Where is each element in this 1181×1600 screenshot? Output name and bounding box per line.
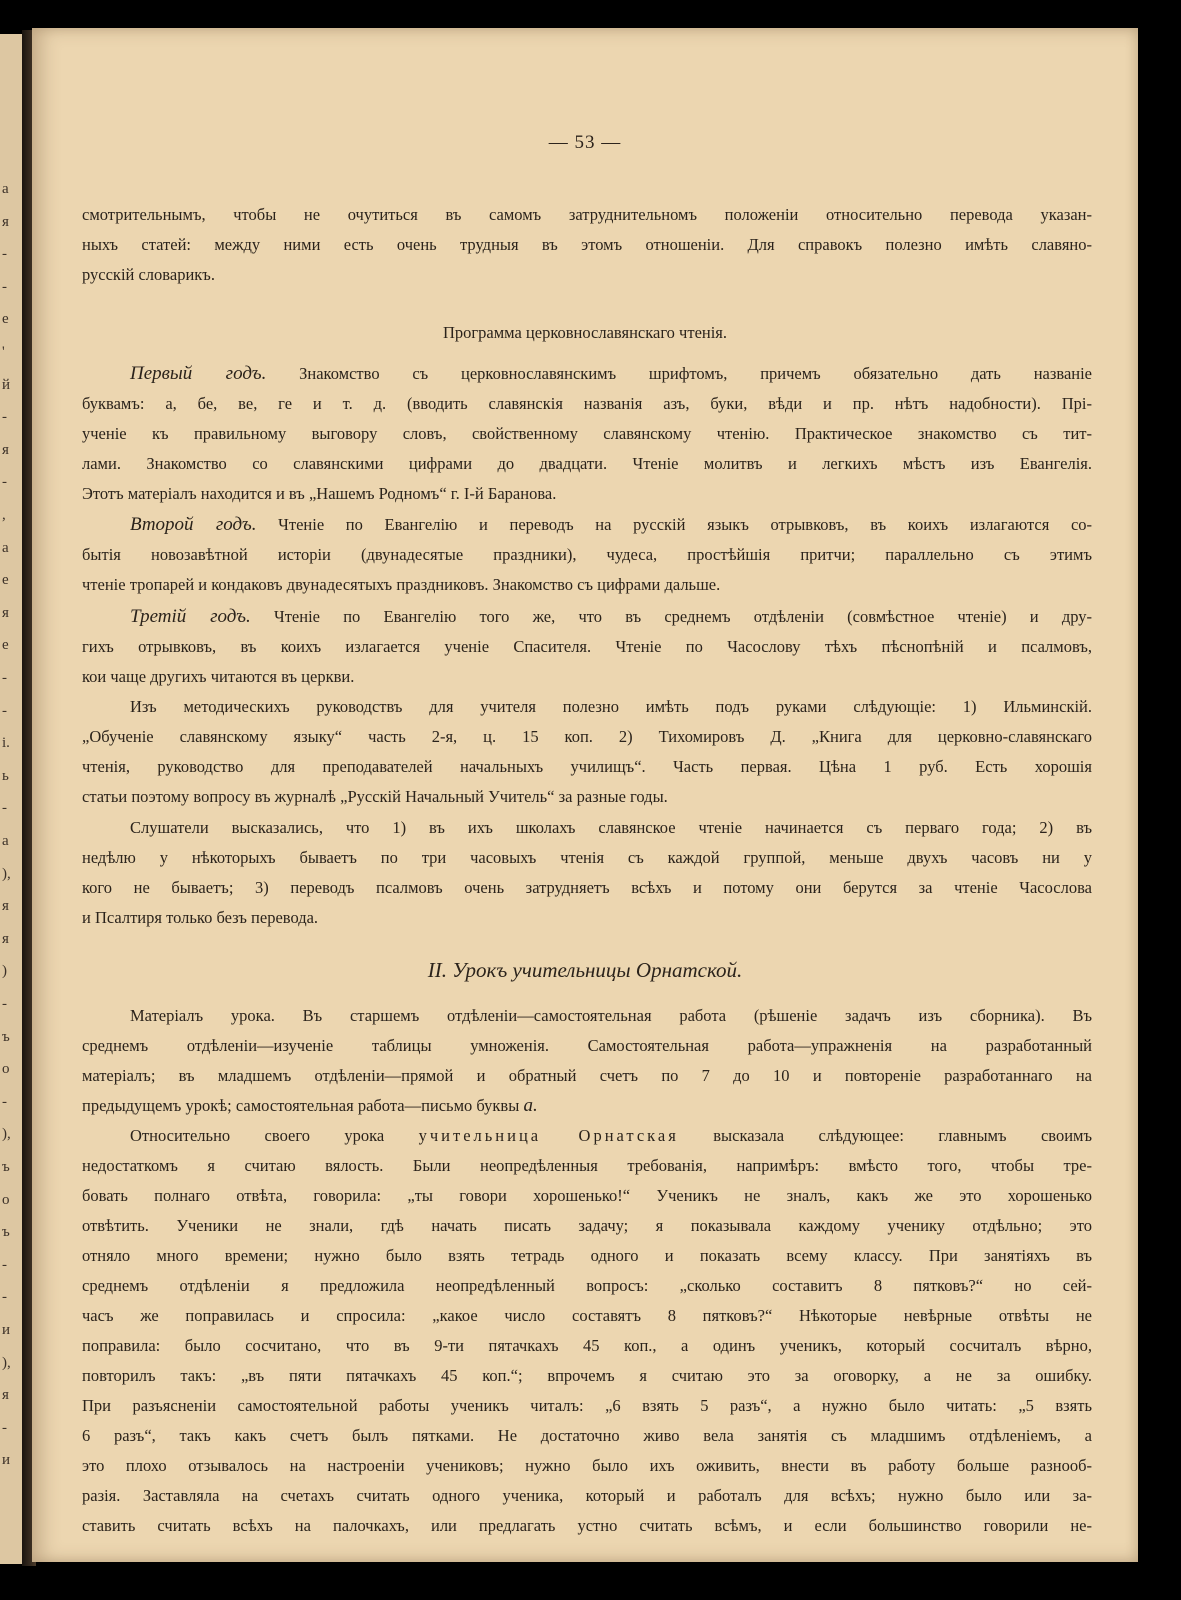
left-page-fragment: - <box>2 1256 7 1273</box>
left-page-fragment: - <box>2 474 7 491</box>
left-page-fragment: - <box>2 1289 7 1306</box>
year3-label: Третій годъ. <box>130 606 251 627</box>
text-line: часъ же поправилась и спросила: „какое число составятъ 8 пятковъ?“ Нѣкоторые невѣрные отвѣты не <box>82 1306 1092 1325</box>
text-line: разія. Заставляла на счетахъ считать одного ученика, который и работалъ для всѣхъ; нужно было или за- <box>82 1486 1092 1505</box>
left-page-fragment: - <box>2 670 7 686</box>
material-last-line <box>82 1091 1092 1120</box>
left-page-fragment: я <box>2 898 9 915</box>
left-page-fragment: и <box>2 1322 11 1338</box>
text-line: Матеріалъ урока. Въ старшемъ отдѣленіи—самостоятельная работа (рѣшеніе задачъ изъ сборника). Въ <box>130 1006 1092 1025</box>
left-page-fragment: - <box>2 246 7 263</box>
text-line: чтенія, руководство для преподавателей начальныхъ училищъ“. Часть первая. Цѣна 1 руб. Есть хорошія <box>82 757 1092 776</box>
year2-label: Второй годъ. <box>130 514 257 535</box>
text-line: повторилъ такъ: „въ пяти пятачкахъ 45 коп.“; впрочемъ я считаю это за оговорку, а не за ошибку. <box>82 1366 1092 1385</box>
left-page-fragment: - <box>2 278 7 295</box>
year1-first-text: Знакомство съ церковнославянскимъ шрифтомъ, причемъ обязательно дать названіе <box>299 364 1093 383</box>
left-page-fragment: я <box>2 1387 9 1404</box>
text-line: смотрительнымъ, чтобы не очутиться въ самомъ затруднительномъ положеніи относительно перевода указан- <box>82 205 1092 224</box>
left-page-fragment: ъ <box>2 1028 10 1045</box>
text-line: статьи поэтому вопросу въ журналѣ „Русскій Начальный Учитель“ за разные годы. <box>82 787 668 806</box>
section-heading: II. Урокъ учительницы Орнатской. <box>427 958 743 982</box>
left-page-edge <box>0 34 22 1564</box>
left-page-fragment: - <box>2 409 7 426</box>
teacher-name-spaced: учительница Орнатская <box>418 1126 679 1145</box>
left-page-fragment: о <box>2 1191 10 1208</box>
text-line: ученіе къ правильному выговору словъ, свойственному славянскому чтенію. Практическое знакомство съ тит- <box>82 424 1092 443</box>
text-line: отвѣтить. Ученики не знали, гдѣ начать писать задачу; я показывала каждому ученику отдѣльно; это <box>82 1216 1092 1235</box>
left-page-fragment: - <box>2 800 7 817</box>
text-line: недѣлю у нѣкоторыхъ бываетъ по три часовыхъ чтенія съ каждой группой, меньше двухъ часовъ ни у <box>82 848 1092 867</box>
left-page-fragment: е <box>2 637 9 654</box>
text-line: матеріалъ; въ младшемъ отдѣленіи—прямой и обратный счетъ по 7 до 10 и повтореніе разработаннаго на <box>82 1066 1092 1085</box>
left-page-fragment: я <box>2 213 9 230</box>
text-line: ставить считать всѣхъ на палочкахъ, или предлагать устно считать всѣмъ, и если большинство говорили не- <box>82 1516 1092 1535</box>
left-page-fragment: е <box>2 572 9 589</box>
year1-first-line <box>130 359 1092 388</box>
text-line: среднемъ отдѣленіи я предложила неопредѣленный вопросъ: „сколько составитъ 8 пятковъ?“ но сей- <box>82 1276 1092 1295</box>
text-line: гихъ отрывковъ, въ коихъ излагается ученіе Спасителя. Чтеніе по Часослову тѣхъ пѣснопѣній и псалмовъ, <box>82 637 1092 656</box>
text-line: среднемъ отдѣленіи—изученіе таблицы умноженія. Самостоятельная работа—упражненія на разработанный <box>82 1036 1092 1055</box>
book-page <box>32 28 1138 1562</box>
left-page-fragment: ь <box>2 767 9 784</box>
left-page-fragment: о <box>2 1061 10 1078</box>
left-page-fragment: і. <box>2 735 10 752</box>
year3-first-line <box>130 602 1092 631</box>
left-page-fragment: - <box>2 702 7 719</box>
text-line: недостаткомъ я считаю вялость. Были неопредѣленныя требованія, напримѣръ: вмѣсто того, чтобы тре- <box>82 1156 1092 1175</box>
text-line: При разъясненіи самостоятельной работы ученикъ читалъ: „6 взять 5 разъ“, а нужно было читать: „5 взять <box>82 1396 1092 1415</box>
left-page-fragment: й <box>2 376 11 393</box>
text-line: Изъ методическихъ руководствъ для учителя полезно имѣть подъ руками слѣдующіе: 1) Ильминскій. <box>130 697 1092 716</box>
text-line: „Обученіе славянскому языку“ часть 2-я, ц. 15 коп. 2) Тихомировъ Д. „Книга для церковно-славянскаго <box>82 727 1092 746</box>
left-page-fragment: я <box>2 604 9 621</box>
left-page-fragment: я <box>2 930 9 947</box>
left-page-fragment: ' <box>2 344 5 360</box>
left-page-fragment: а <box>2 539 9 556</box>
text-line: это плохо отзывалось на настроеніи учениковъ; нужно было ихъ оживить, внести въ работу больше разнооб- <box>82 1456 1092 1475</box>
material-last-text: предыдущемъ урокѣ; самостоятельная работа—письмо буквы <box>82 1096 520 1115</box>
left-page-fragment: - <box>2 1093 7 1110</box>
left-page-fragment: , <box>2 507 6 523</box>
text-line: Слушатели высказались, что 1) въ ихъ школахъ славянское чтеніе начинается съ перваго года; 2) въ <box>130 818 1092 837</box>
year3-first-text: Чтеніе по Евангелію того же, что въ среднемъ отдѣленіи (совмѣстное чтеніе) и дру- <box>273 607 1092 626</box>
text-line: лами. Знакомство со славянскими цифрами до двадцати. Чтеніе молитвъ и легкихъ мѣстъ изъ Евангелія. <box>82 454 1092 473</box>
year2-first-text: Чтеніе по Евангелію и переводъ на русскій языкъ отрывковъ, въ коихъ излагаются со- <box>278 515 1093 534</box>
left-page-fragment: ), <box>2 1354 11 1371</box>
left-page-fragment: е <box>2 311 9 328</box>
left-page-fragment: а <box>2 181 9 197</box>
letter-a: а. <box>523 1095 538 1116</box>
ornatskaya-first-rest: высказала слѣдующее: главнымъ своимъ <box>713 1126 1093 1145</box>
text-line: и Псалтиря только безъ перевода. <box>82 908 319 927</box>
left-page-fragment: я <box>2 441 9 458</box>
text-line: буквамъ: а, бе, ве, ге и т. д. (вводить славянскія названія азъ, буки, вѣди и пр. нѣтъ надобности). Прі- <box>82 394 1092 413</box>
text-line: кого не бываетъ; 3) переводъ псалмовъ очень затрудняетъ всѣхъ и потому они берутся за чтеніе Часослова <box>82 878 1092 897</box>
left-page-fragment: - <box>2 1419 7 1436</box>
text-line: Этотъ матеріалъ находится и въ „Нашемъ Родномъ“ г. І-й Баранова. <box>82 484 557 503</box>
text-line: русскій словарикъ. <box>82 265 215 284</box>
year1-label: Первый годъ. <box>130 363 267 384</box>
left-page-fragment: ъ <box>2 1159 10 1175</box>
ornatskaya-first-line <box>130 1121 1092 1150</box>
left-page-fragment: а <box>2 833 9 849</box>
left-page-fragment: ) <box>2 963 7 980</box>
text-line: кои чаще другихъ читаются въ церкви. <box>82 667 355 686</box>
program-title: Программа церковнославянскаго чтенія. <box>442 323 728 342</box>
page-number: — 53 — <box>548 132 622 153</box>
left-page-fragment: ), <box>2 865 11 882</box>
text-line: отняло много времени; нужно было взять тетрадь одного и показать всему классу. При занятіяхъ въ <box>82 1246 1092 1265</box>
left-page-fragment: ), <box>2 1126 11 1143</box>
left-page-fragment: ъ <box>2 1224 10 1241</box>
text-line: бовать полнаго отвѣта, говорила: „ты говори хорошенько!“ Ученикъ не зналъ, какъ же это хорошенько <box>82 1186 1092 1205</box>
left-page-fragment: и <box>2 1452 11 1469</box>
year2-first-line <box>130 510 1092 539</box>
text-line: 6 разъ“, такъ какъ счетъ былъ пятками. Не достаточно живо вела занятія съ младшимъ отдѣленіемъ, а <box>82 1426 1092 1445</box>
left-page-fragment: - <box>2 996 7 1012</box>
text-line: поправила: было сосчитано, что въ 9-ти пятачкахъ 45 коп., а одинъ ученикъ, который сосчиталъ вѣрно, <box>82 1336 1092 1355</box>
ornatskaya-start: Относительно своего урока <box>130 1126 385 1145</box>
text-line: ныхъ статей: между ними есть очень трудныя въ этомъ отношеніи. Для справокъ полезно имѣть славяно- <box>82 235 1092 254</box>
text-line: чтеніе тропарей и кондаковъ двунадесятыхъ праздниковъ. Знакомство съ цифрами дальше. <box>82 575 721 594</box>
text-line: бытія новозавѣтной исторіи (двунадесятые праздники), чудеса, простѣйшія притчи; параллельно съ этимъ <box>82 545 1092 564</box>
